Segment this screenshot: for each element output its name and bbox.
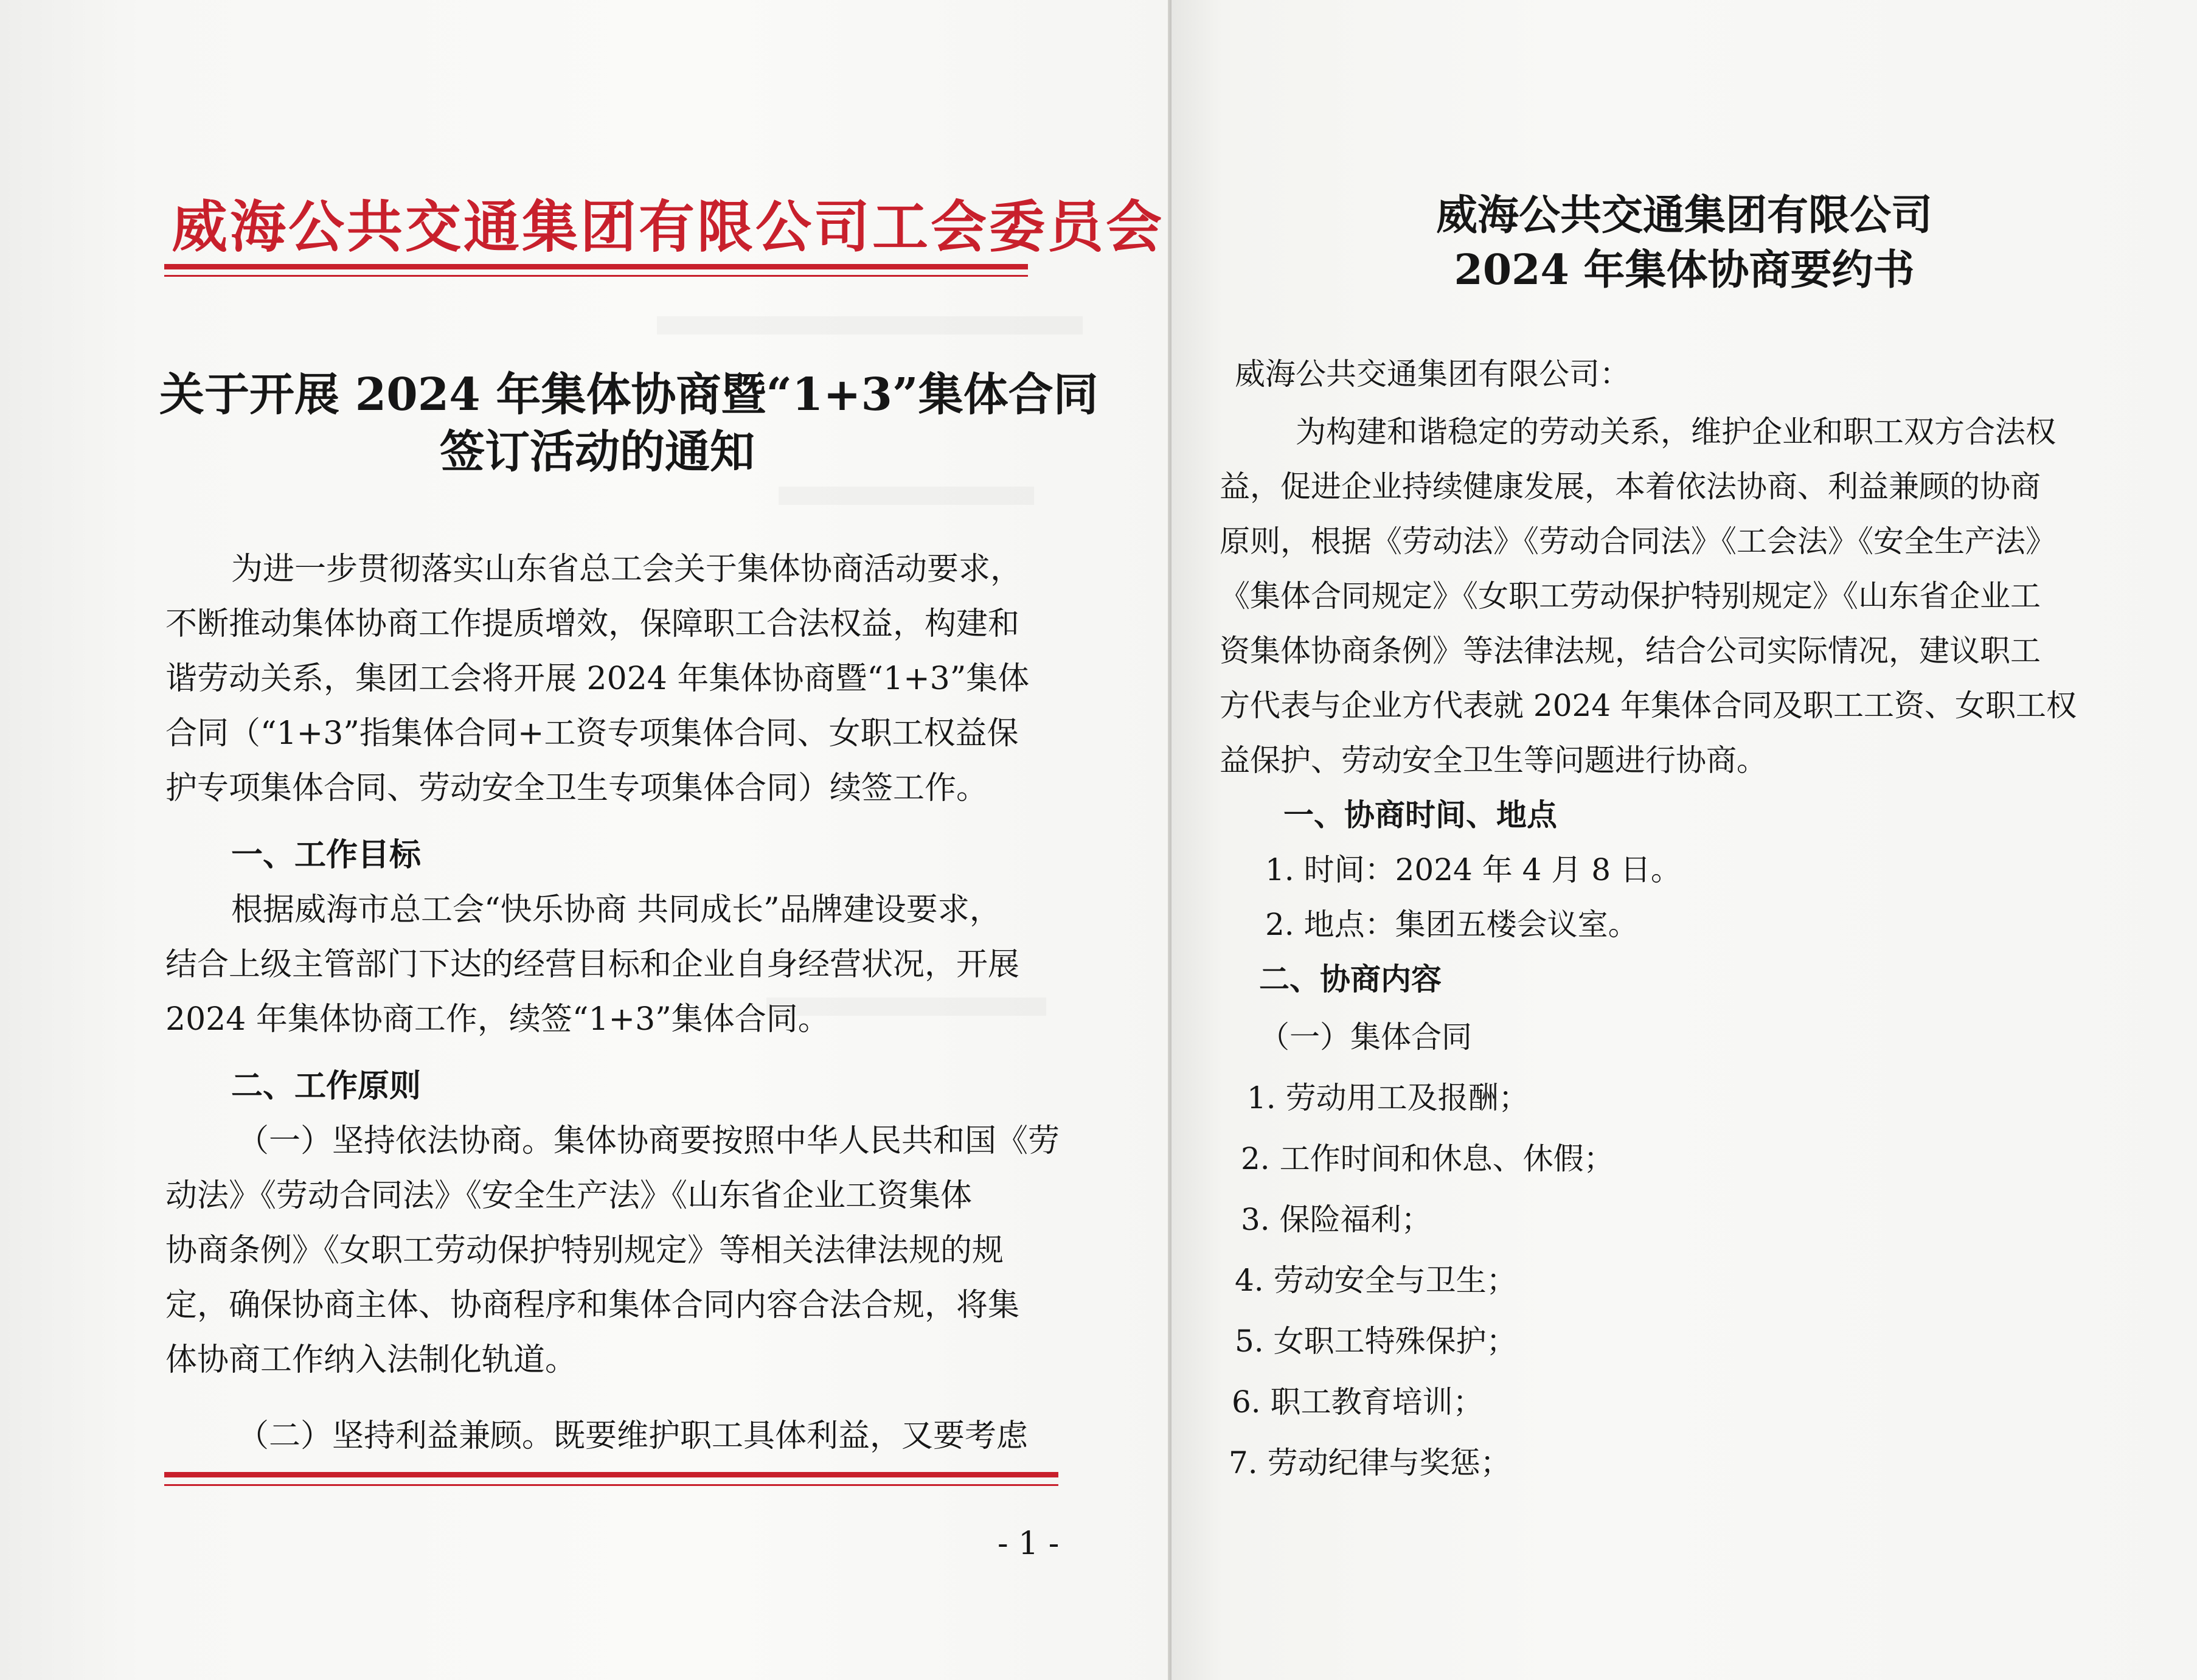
list-item: 1. 时间：2024 年 4 月 8 日。 (1265, 852, 1681, 887)
list-item: 2. 工作时间和休息、休假； (1241, 1141, 1614, 1176)
list-item: 6. 职工教育培训； (1232, 1384, 1484, 1420)
body-line: 根据威海市总工会“快乐协商 共同成长”品牌建设要求， (231, 892, 1001, 928)
letterhead-red-rule-thin (164, 275, 1028, 277)
body-line: 护专项集体合同、劳动安全卫生专项集体合同）续签工作。 (165, 770, 988, 807)
body-line: 2024 年集体协商工作，续签“1+3”集体合同。 (165, 1001, 830, 1038)
footer-red-rule (164, 1472, 1058, 1477)
body-line: 不断推动集体协商工作提质增效，保障职工合法权益，构建和 (165, 606, 1020, 642)
list-item: 2. 地点：集团五楼会议室。 (1265, 907, 1639, 942)
addressee: 威海公共交通集团有限公司： (1235, 356, 1630, 392)
footer-red-rule-thin (164, 1484, 1058, 1486)
list-item: 3. 保险福利； (1241, 1202, 1432, 1237)
list-item: 5. 女职工特殊保护； (1235, 1324, 1517, 1359)
subsection-heading: （一）集体合同 (1259, 1019, 1472, 1055)
offer-title-line1: 威海公共交通集团有限公司 (1435, 191, 1932, 240)
body-line: 方代表与企业方代表就 2024 年集体合同及职工工资、女职工权 (1220, 688, 2077, 723)
list-item: 1. 劳动用工及报酬； (1247, 1080, 1529, 1116)
body-line: 资集体协商条例》等法律法规，结合公司实际情况，建议职工 (1220, 633, 2041, 668)
offer-title-line2: 2024 年集体协商要约书 (1454, 246, 1915, 294)
body-line: 结合上级主管部门下达的经营目标和企业自身经营状况，开展 (165, 946, 1020, 983)
body-line: 《集体合同规定》《女职工劳动保护特别规定》《山东省企业工 (1220, 578, 2041, 614)
body-line: 益保护、劳动安全卫生等问题进行协商。 (1220, 743, 1767, 778)
letterhead-title: 威海公共交通集团有限公司工会委员会 (172, 194, 1165, 260)
body-line: （一）坚持依法协商。集体协商要按照中华人民共和国《劳 (237, 1123, 1060, 1159)
body-line: 为进一步贯彻落实山东省总工会关于集体协商活动要求， (231, 551, 1022, 588)
section-heading: 二、协商内容 (1259, 961, 1442, 997)
section-heading: 二、工作原则 (231, 1067, 422, 1105)
body-line: 动法》《劳动合同法》《安全生产法》《山东省企业工资集体 (165, 1178, 973, 1214)
bleed-through-mark (779, 487, 1034, 505)
body-line: 益，促进企业持续健康发展，本着依法协商、利益兼顾的协商 (1220, 469, 2041, 504)
bleed-through-mark (657, 316, 1083, 335)
body-line: 合同（“1+3”指集体合同+工资专项集体合同、女职工权益保 (165, 715, 1019, 752)
section-heading: 一、工作目标 (231, 836, 422, 873)
letterhead-red-rule (164, 264, 1028, 269)
notice-title-line2: 签订活动的通知 (440, 426, 755, 478)
body-line: （二）坚持利益兼顾。既要维护职工具体利益，又要考虑 (237, 1418, 1029, 1454)
section-heading: 一、协商时间、地点 (1283, 797, 1557, 833)
body-line: 谐劳动关系，集团工会将开展 2024 年集体协商暨“1+3”集体 (165, 661, 1030, 697)
body-line: 体协商工作纳入法制化轨道。 (165, 1342, 577, 1378)
list-item: 4. 劳动安全与卫生； (1235, 1263, 1517, 1298)
body-line: 为构建和谐稳定的劳动关系，维护企业和职工双方合法权 (1296, 414, 2056, 450)
body-line: 协商条例》《女职工劳动保护特别规定》等相关法律法规的规 (165, 1232, 1004, 1269)
list-item: 7. 劳动纪律与奖惩； (1229, 1445, 1511, 1480)
notice-title-line1: 关于开展 2024 年集体协商暨“1+3”集体合同 (159, 369, 1098, 421)
page-number: - 1 - (998, 1526, 1060, 1562)
body-line: 原则，根据《劳动法》《劳动合同法》《工会法》《安全生产法》 (1220, 524, 2056, 559)
body-line: 定，确保协商主体、协商程序和集体合同内容合法合规，将集 (165, 1287, 1020, 1324)
